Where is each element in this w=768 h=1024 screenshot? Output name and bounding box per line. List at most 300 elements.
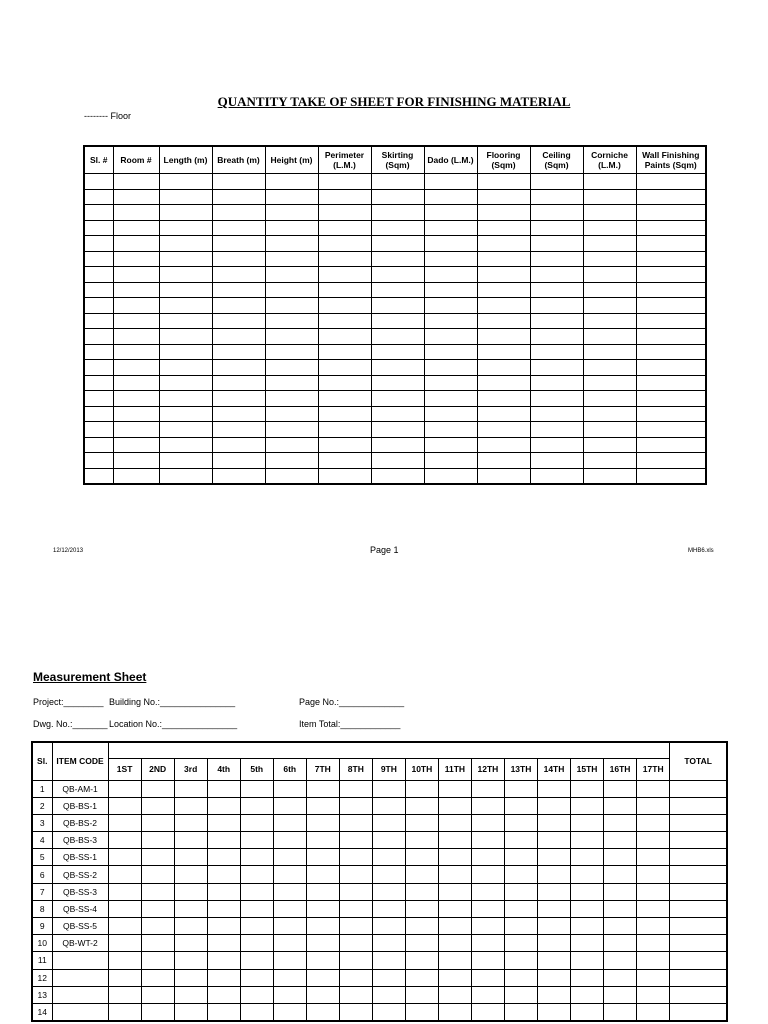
table-cell[interactable] <box>537 849 570 866</box>
table-cell[interactable] <box>504 814 537 831</box>
table-cell[interactable] <box>405 952 438 969</box>
table-cell[interactable] <box>636 220 706 236</box>
table-cell[interactable] <box>504 832 537 849</box>
table-cell[interactable] <box>636 205 706 221</box>
table-cell[interactable] <box>504 1003 537 1021</box>
table-cell[interactable] <box>174 883 207 900</box>
table-cell[interactable] <box>438 780 471 797</box>
table-cell[interactable] <box>583 375 636 391</box>
table-cell[interactable] <box>84 267 113 283</box>
table-cell[interactable] <box>371 468 424 484</box>
table-cell[interactable] <box>371 406 424 422</box>
table-cell[interactable] <box>113 267 159 283</box>
table-cell[interactable] <box>670 969 727 986</box>
table-cell[interactable] <box>212 468 265 484</box>
table-cell[interactable] <box>537 832 570 849</box>
table-cell[interactable] <box>438 900 471 917</box>
table-cell[interactable] <box>670 986 727 1003</box>
table-cell[interactable] <box>371 189 424 205</box>
table-cell[interactable] <box>604 918 637 935</box>
table-cell[interactable] <box>240 814 273 831</box>
table-cell[interactable] <box>174 969 207 986</box>
table-cell[interactable] <box>438 866 471 883</box>
table-cell[interactable] <box>306 849 339 866</box>
table-cell[interactable] <box>636 236 706 252</box>
table-cell[interactable] <box>424 282 477 298</box>
table-cell[interactable] <box>530 236 583 252</box>
table-cell[interactable] <box>637 866 670 883</box>
table-cell[interactable] <box>108 832 141 849</box>
table-cell[interactable] <box>530 174 583 190</box>
table-cell[interactable] <box>84 437 113 453</box>
table-cell[interactable] <box>108 935 141 952</box>
table-cell[interactable] <box>108 969 141 986</box>
table-cell[interactable] <box>670 849 727 866</box>
table-cell[interactable] <box>424 251 477 267</box>
table-cell[interactable] <box>372 986 405 1003</box>
table-cell[interactable] <box>113 406 159 422</box>
table-cell[interactable] <box>637 814 670 831</box>
table-cell[interactable] <box>424 236 477 252</box>
table-cell[interactable] <box>141 918 174 935</box>
table-cell[interactable] <box>424 344 477 360</box>
table-cell[interactable] <box>571 797 604 814</box>
table-cell[interactable] <box>537 780 570 797</box>
table-cell[interactable] <box>637 832 670 849</box>
table-cell[interactable] <box>471 780 504 797</box>
table-cell[interactable] <box>108 1003 141 1021</box>
table-cell[interactable] <box>273 986 306 1003</box>
table-cell[interactable] <box>265 422 318 438</box>
table-cell[interactable] <box>405 797 438 814</box>
table-cell[interactable] <box>339 797 372 814</box>
table-cell[interactable] <box>84 375 113 391</box>
table-cell[interactable] <box>477 205 530 221</box>
table-cell[interactable] <box>159 298 212 314</box>
table-cell[interactable] <box>339 935 372 952</box>
table-cell[interactable] <box>159 205 212 221</box>
table-cell[interactable] <box>339 969 372 986</box>
table-cell[interactable] <box>159 375 212 391</box>
table-cell[interactable] <box>670 832 727 849</box>
table-cell[interactable] <box>371 329 424 345</box>
table-cell[interactable] <box>424 329 477 345</box>
table-cell[interactable] <box>637 1003 670 1021</box>
table-cell[interactable] <box>583 437 636 453</box>
table-cell[interactable] <box>265 251 318 267</box>
table-cell[interactable] <box>265 406 318 422</box>
table-cell[interactable] <box>405 814 438 831</box>
table-cell[interactable] <box>477 453 530 469</box>
table-cell[interactable] <box>670 780 727 797</box>
table-cell[interactable] <box>174 952 207 969</box>
table-cell[interactable] <box>583 422 636 438</box>
table-cell[interactable] <box>372 918 405 935</box>
table-cell[interactable] <box>670 918 727 935</box>
table-cell[interactable] <box>571 849 604 866</box>
table-cell[interactable] <box>141 986 174 1003</box>
table-cell[interactable] <box>174 918 207 935</box>
table-cell[interactable] <box>583 468 636 484</box>
table-cell[interactable] <box>212 375 265 391</box>
table-cell[interactable] <box>174 814 207 831</box>
table-cell[interactable] <box>113 453 159 469</box>
table-cell[interactable] <box>108 900 141 917</box>
table-cell[interactable] <box>174 797 207 814</box>
table-cell[interactable] <box>530 406 583 422</box>
table-cell[interactable] <box>240 1003 273 1021</box>
table-cell[interactable] <box>174 866 207 883</box>
table-cell[interactable] <box>504 986 537 1003</box>
table-cell[interactable] <box>477 360 530 376</box>
table-cell[interactable] <box>636 174 706 190</box>
table-cell[interactable] <box>265 344 318 360</box>
table-cell[interactable] <box>438 797 471 814</box>
table-cell[interactable] <box>530 375 583 391</box>
table-cell[interactable] <box>207 780 240 797</box>
table-cell[interactable] <box>670 814 727 831</box>
table-cell[interactable] <box>530 468 583 484</box>
table-cell[interactable] <box>371 391 424 407</box>
table-cell[interactable] <box>504 883 537 900</box>
table-cell[interactable] <box>207 1003 240 1021</box>
table-cell[interactable] <box>108 918 141 935</box>
table-cell[interactable] <box>604 900 637 917</box>
table-cell[interactable] <box>141 900 174 917</box>
table-cell[interactable] <box>339 952 372 969</box>
table-cell[interactable] <box>174 935 207 952</box>
table-cell[interactable] <box>604 986 637 1003</box>
table-cell[interactable] <box>504 797 537 814</box>
table-cell[interactable] <box>636 344 706 360</box>
table-cell[interactable] <box>670 900 727 917</box>
table-cell[interactable] <box>273 832 306 849</box>
table-cell[interactable] <box>670 866 727 883</box>
table-cell[interactable] <box>273 866 306 883</box>
table-cell[interactable] <box>159 422 212 438</box>
table-cell[interactable] <box>141 969 174 986</box>
table-cell[interactable] <box>537 797 570 814</box>
table-cell[interactable] <box>604 780 637 797</box>
table-cell[interactable] <box>537 918 570 935</box>
table-cell[interactable] <box>174 849 207 866</box>
table-cell[interactable] <box>571 986 604 1003</box>
table-cell[interactable] <box>504 969 537 986</box>
table-cell[interactable] <box>159 453 212 469</box>
table-cell[interactable] <box>530 282 583 298</box>
table-cell[interactable] <box>372 1003 405 1021</box>
table-cell[interactable] <box>372 849 405 866</box>
table-cell[interactable] <box>113 329 159 345</box>
table-cell[interactable] <box>273 952 306 969</box>
table-cell[interactable] <box>371 422 424 438</box>
table-cell[interactable] <box>424 468 477 484</box>
table-cell[interactable] <box>318 236 371 252</box>
table-cell[interactable] <box>207 832 240 849</box>
table-cell[interactable] <box>108 986 141 1003</box>
table-cell[interactable] <box>339 866 372 883</box>
table-cell[interactable] <box>207 900 240 917</box>
table-cell[interactable] <box>141 1003 174 1021</box>
table-cell[interactable] <box>571 952 604 969</box>
table-cell[interactable] <box>159 360 212 376</box>
table-cell[interactable] <box>159 236 212 252</box>
table-cell[interactable] <box>636 251 706 267</box>
table-cell[interactable] <box>571 814 604 831</box>
table-cell[interactable] <box>212 298 265 314</box>
table-cell[interactable] <box>424 205 477 221</box>
table-cell[interactable] <box>240 832 273 849</box>
table-cell[interactable] <box>84 282 113 298</box>
table-cell[interactable] <box>477 329 530 345</box>
table-cell[interactable] <box>318 251 371 267</box>
table-cell[interactable] <box>141 797 174 814</box>
table-cell[interactable] <box>583 174 636 190</box>
table-cell[interactable] <box>670 1003 727 1021</box>
table-cell[interactable] <box>530 344 583 360</box>
table-cell[interactable] <box>637 969 670 986</box>
table-cell[interactable] <box>530 453 583 469</box>
table-cell[interactable] <box>537 900 570 917</box>
table-cell[interactable] <box>583 267 636 283</box>
table-cell[interactable] <box>438 814 471 831</box>
table-cell[interactable] <box>471 935 504 952</box>
table-cell[interactable] <box>207 918 240 935</box>
table-cell[interactable] <box>159 282 212 298</box>
table-cell[interactable] <box>471 900 504 917</box>
table-cell[interactable] <box>265 375 318 391</box>
table-cell[interactable] <box>471 866 504 883</box>
table-cell[interactable] <box>537 866 570 883</box>
table-cell[interactable] <box>174 900 207 917</box>
table-cell[interactable] <box>636 313 706 329</box>
table-cell[interactable] <box>371 344 424 360</box>
table-cell[interactable] <box>571 866 604 883</box>
table-cell[interactable] <box>318 453 371 469</box>
table-cell[interactable] <box>318 375 371 391</box>
table-cell[interactable] <box>113 251 159 267</box>
table-cell[interactable] <box>265 189 318 205</box>
table-cell[interactable] <box>571 883 604 900</box>
table-cell[interactable] <box>424 437 477 453</box>
table-cell[interactable] <box>583 329 636 345</box>
table-cell[interactable] <box>471 797 504 814</box>
table-cell[interactable] <box>405 1003 438 1021</box>
table-cell[interactable] <box>306 866 339 883</box>
table-cell[interactable] <box>504 952 537 969</box>
table-cell[interactable] <box>207 952 240 969</box>
table-cell[interactable] <box>405 780 438 797</box>
table-cell[interactable] <box>306 969 339 986</box>
table-cell[interactable] <box>159 391 212 407</box>
table-cell[interactable] <box>438 918 471 935</box>
table-cell[interactable] <box>530 329 583 345</box>
table-cell[interactable] <box>504 900 537 917</box>
table-cell[interactable] <box>424 453 477 469</box>
table-cell[interactable] <box>530 360 583 376</box>
table-cell[interactable] <box>84 453 113 469</box>
table-cell[interactable] <box>504 918 537 935</box>
table-cell[interactable] <box>372 832 405 849</box>
table-cell[interactable] <box>113 344 159 360</box>
table-cell[interactable] <box>471 986 504 1003</box>
table-cell[interactable] <box>636 437 706 453</box>
table-cell[interactable] <box>371 313 424 329</box>
table-cell[interactable] <box>306 797 339 814</box>
table-cell[interactable] <box>212 360 265 376</box>
table-cell[interactable] <box>604 849 637 866</box>
table-cell[interactable] <box>636 406 706 422</box>
table-cell[interactable] <box>637 797 670 814</box>
table-cell[interactable] <box>637 780 670 797</box>
table-cell[interactable] <box>530 298 583 314</box>
table-cell[interactable] <box>371 205 424 221</box>
table-cell[interactable] <box>265 313 318 329</box>
table-cell[interactable] <box>371 360 424 376</box>
table-cell[interactable] <box>636 391 706 407</box>
table-cell[interactable] <box>113 468 159 484</box>
table-cell[interactable] <box>108 797 141 814</box>
table-cell[interactable] <box>438 969 471 986</box>
table-cell[interactable] <box>240 969 273 986</box>
table-cell[interactable] <box>477 282 530 298</box>
table-cell[interactable] <box>159 189 212 205</box>
table-cell[interactable] <box>530 391 583 407</box>
table-cell[interactable] <box>339 883 372 900</box>
table-cell[interactable] <box>265 174 318 190</box>
table-cell[interactable] <box>159 329 212 345</box>
table-cell[interactable] <box>273 918 306 935</box>
table-cell[interactable] <box>405 849 438 866</box>
table-cell[interactable] <box>84 220 113 236</box>
table-cell[interactable] <box>207 969 240 986</box>
table-cell[interactable] <box>159 468 212 484</box>
table-cell[interactable] <box>306 935 339 952</box>
table-cell[interactable] <box>113 174 159 190</box>
table-cell[interactable] <box>113 236 159 252</box>
table-cell[interactable] <box>84 251 113 267</box>
table-cell[interactable] <box>141 780 174 797</box>
table-cell[interactable] <box>477 375 530 391</box>
table-cell[interactable] <box>318 205 371 221</box>
table-cell[interactable] <box>159 437 212 453</box>
table-cell[interactable] <box>438 883 471 900</box>
table-cell[interactable] <box>113 298 159 314</box>
table-cell[interactable] <box>159 344 212 360</box>
table-cell[interactable] <box>240 935 273 952</box>
table-cell[interactable] <box>477 267 530 283</box>
table-cell[interactable] <box>306 918 339 935</box>
table-cell[interactable] <box>159 174 212 190</box>
table-cell[interactable] <box>306 832 339 849</box>
table-cell[interactable] <box>537 1003 570 1021</box>
table-cell[interactable] <box>670 935 727 952</box>
table-cell[interactable] <box>571 832 604 849</box>
table-cell[interactable] <box>372 935 405 952</box>
table-cell[interactable] <box>583 205 636 221</box>
table-cell[interactable] <box>207 986 240 1003</box>
table-cell[interactable] <box>405 866 438 883</box>
table-cell[interactable] <box>583 344 636 360</box>
table-cell[interactable] <box>240 866 273 883</box>
table-cell[interactable] <box>174 832 207 849</box>
table-cell[interactable] <box>670 797 727 814</box>
table-cell[interactable] <box>265 329 318 345</box>
table-cell[interactable] <box>530 189 583 205</box>
table-cell[interactable] <box>113 189 159 205</box>
table-cell[interactable] <box>108 952 141 969</box>
table-cell[interactable] <box>84 422 113 438</box>
table-cell[interactable] <box>405 986 438 1003</box>
table-cell[interactable] <box>471 883 504 900</box>
table-cell[interactable] <box>113 375 159 391</box>
table-cell[interactable] <box>405 969 438 986</box>
table-cell[interactable] <box>84 313 113 329</box>
table-cell[interactable] <box>339 780 372 797</box>
table-cell[interactable] <box>583 220 636 236</box>
table-cell[interactable] <box>273 900 306 917</box>
table-cell[interactable] <box>159 251 212 267</box>
table-cell[interactable] <box>113 313 159 329</box>
table-cell[interactable] <box>339 814 372 831</box>
table-cell[interactable] <box>207 935 240 952</box>
table-cell[interactable] <box>306 780 339 797</box>
table-cell[interactable] <box>339 849 372 866</box>
table-cell[interactable] <box>471 849 504 866</box>
table-cell[interactable] <box>571 1003 604 1021</box>
table-cell[interactable] <box>405 832 438 849</box>
table-cell[interactable] <box>604 797 637 814</box>
table-cell[interactable] <box>318 282 371 298</box>
table-cell[interactable] <box>240 849 273 866</box>
table-cell[interactable] <box>318 437 371 453</box>
table-cell[interactable] <box>424 267 477 283</box>
table-cell[interactable] <box>240 797 273 814</box>
table-cell[interactable] <box>212 174 265 190</box>
table-cell[interactable] <box>273 1003 306 1021</box>
table-cell[interactable] <box>438 952 471 969</box>
table-cell[interactable] <box>477 189 530 205</box>
table-cell[interactable] <box>372 780 405 797</box>
table-cell[interactable] <box>670 952 727 969</box>
table-cell[interactable] <box>84 406 113 422</box>
table-cell[interactable] <box>108 849 141 866</box>
table-cell[interactable] <box>636 298 706 314</box>
table-cell[interactable] <box>339 900 372 917</box>
table-cell[interactable] <box>504 935 537 952</box>
table-cell[interactable] <box>318 468 371 484</box>
table-cell[interactable] <box>530 313 583 329</box>
table-cell[interactable] <box>265 267 318 283</box>
table-cell[interactable] <box>637 986 670 1003</box>
table-cell[interactable] <box>583 313 636 329</box>
table-cell[interactable] <box>604 1003 637 1021</box>
table-cell[interactable] <box>159 406 212 422</box>
table-cell[interactable] <box>583 298 636 314</box>
table-cell[interactable] <box>84 391 113 407</box>
table-cell[interactable] <box>240 952 273 969</box>
table-cell[interactable] <box>108 780 141 797</box>
table-cell[interactable] <box>372 883 405 900</box>
table-cell[interactable] <box>113 282 159 298</box>
table-cell[interactable] <box>583 406 636 422</box>
table-cell[interactable] <box>141 952 174 969</box>
table-cell[interactable] <box>159 313 212 329</box>
table-cell[interactable] <box>273 849 306 866</box>
table-cell[interactable] <box>604 866 637 883</box>
table-cell[interactable] <box>240 780 273 797</box>
table-cell[interactable] <box>438 986 471 1003</box>
